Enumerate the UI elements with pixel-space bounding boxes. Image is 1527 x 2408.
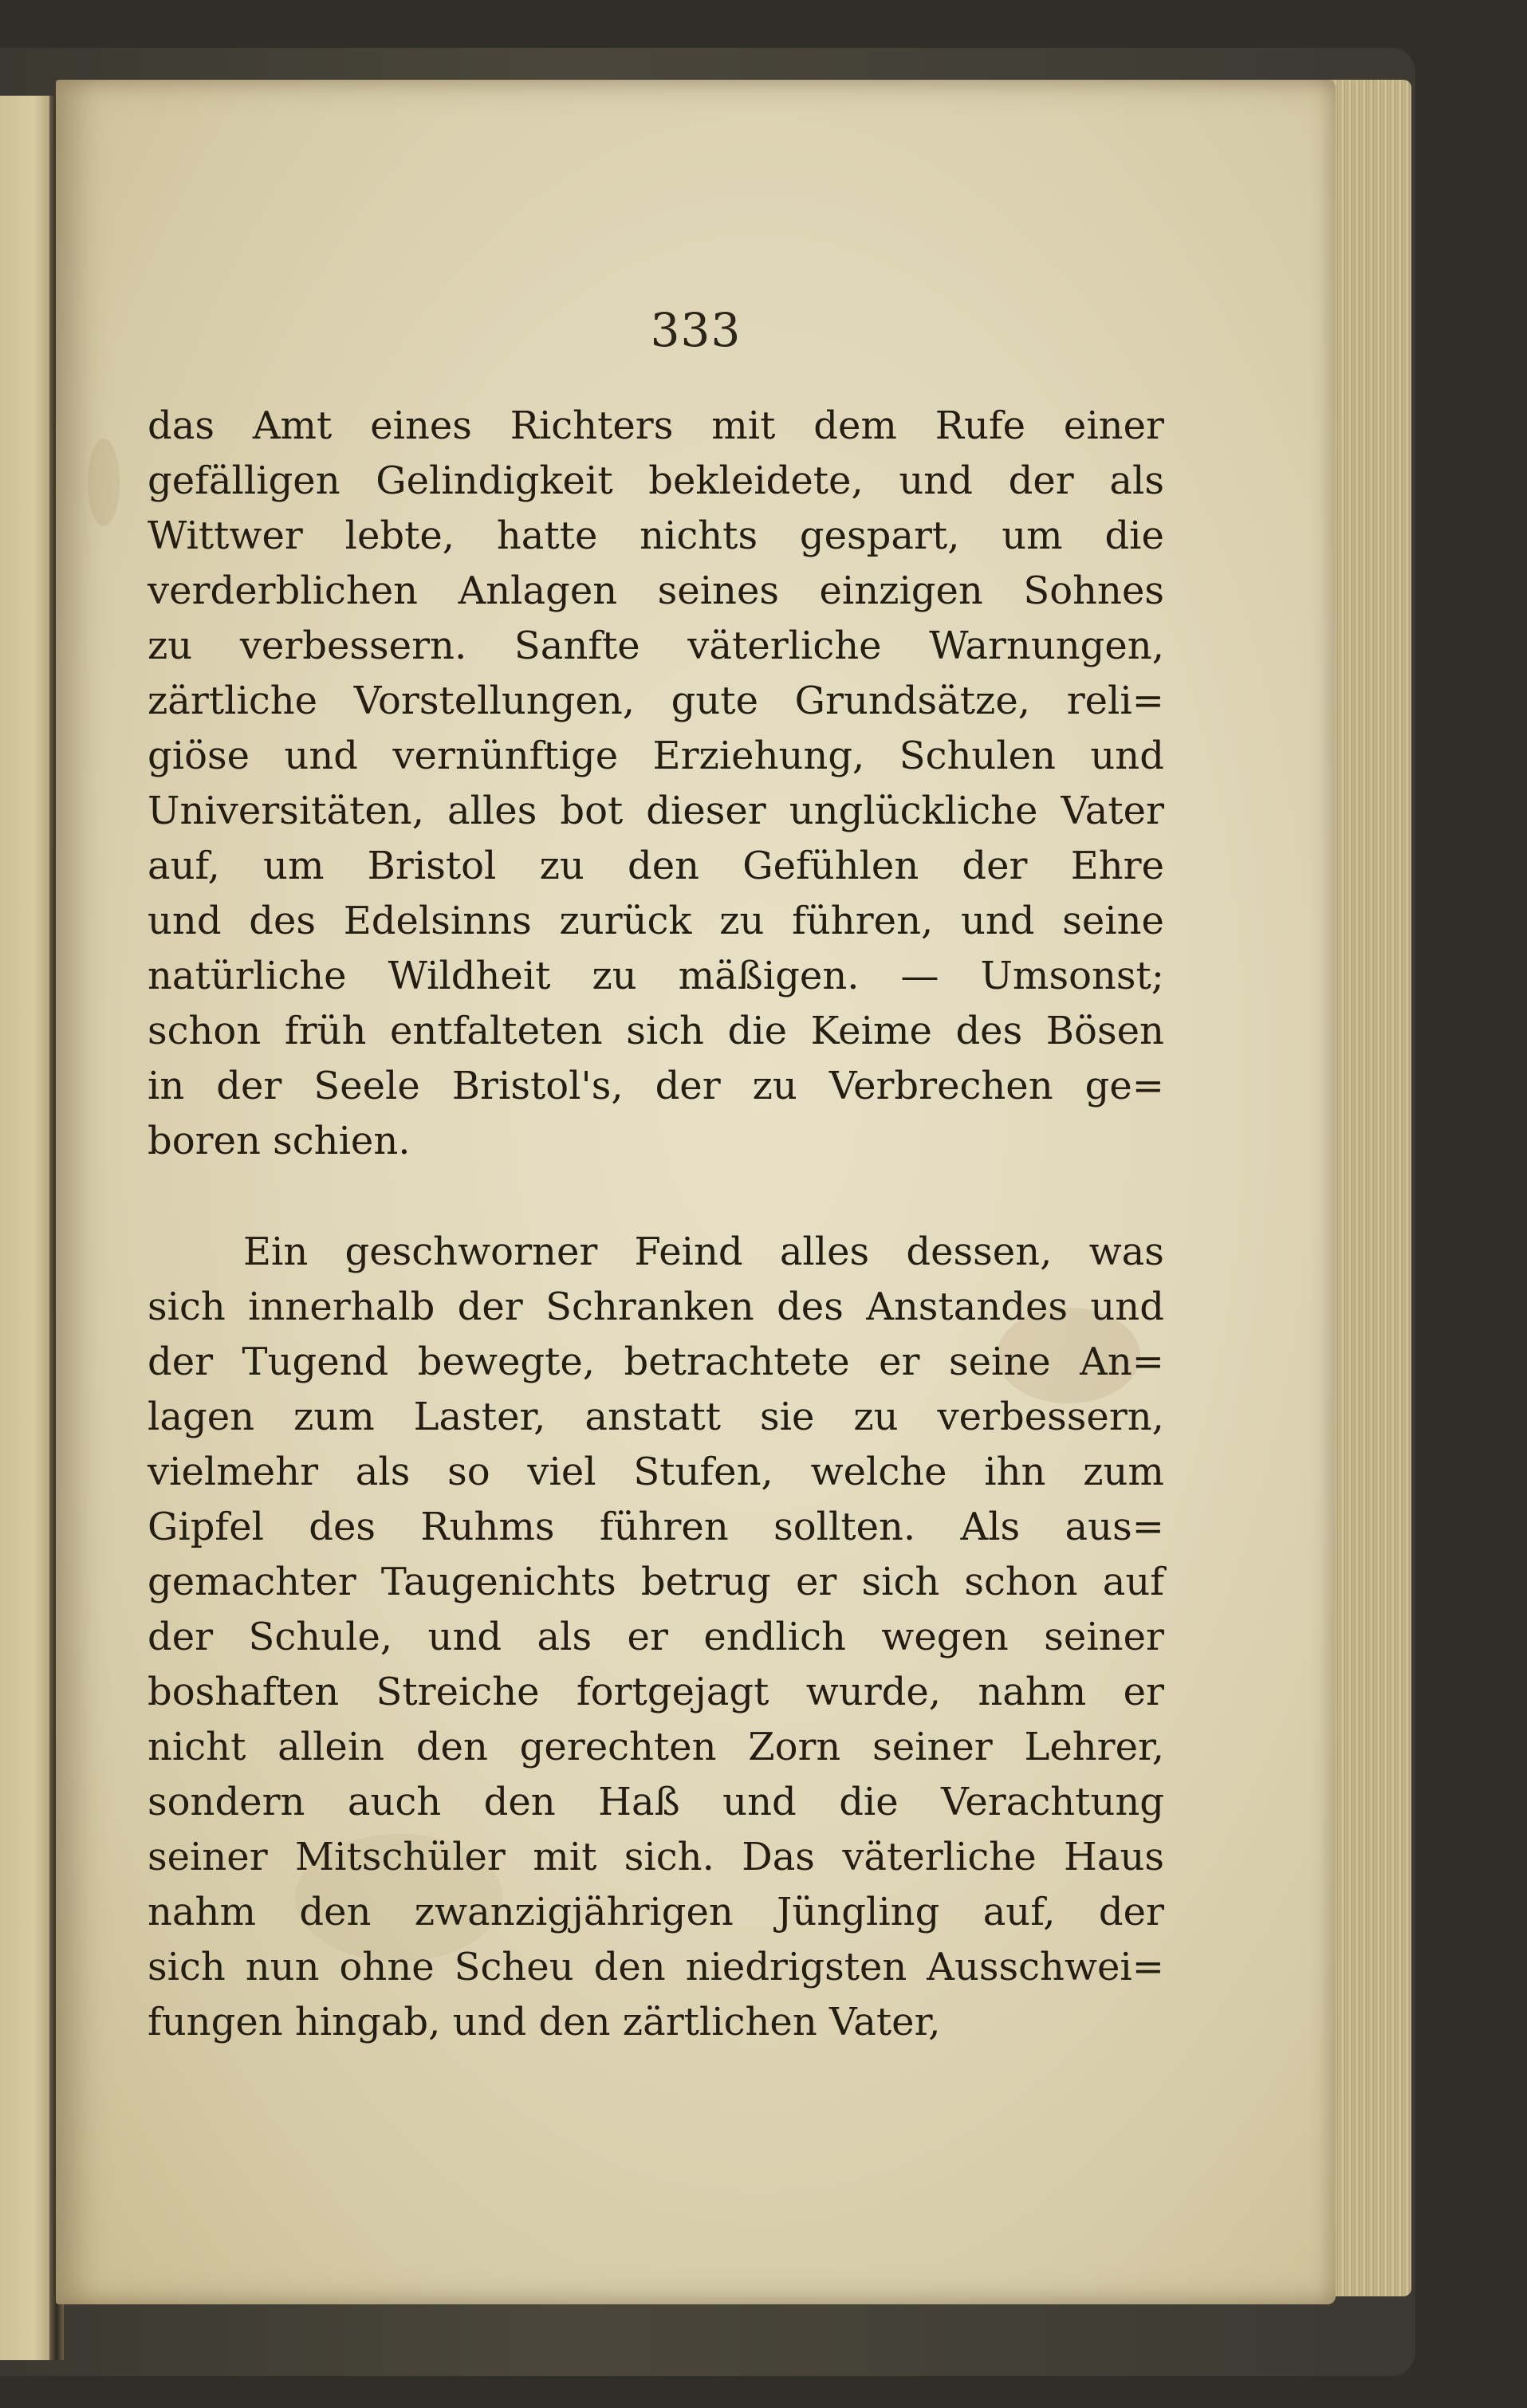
word: gerechten xyxy=(519,1725,717,1769)
word: des xyxy=(249,899,317,943)
word: Verachtung xyxy=(941,1780,1164,1824)
word: den xyxy=(593,1945,666,1989)
word: eines xyxy=(370,403,472,448)
text-line xyxy=(148,619,1164,674)
word: nahm xyxy=(978,1670,1087,1714)
word: und xyxy=(1090,1285,1164,1329)
word: Sanfte xyxy=(514,624,640,668)
word: zum xyxy=(293,1395,375,1439)
text-line xyxy=(148,839,1164,894)
word: der xyxy=(216,1064,282,1108)
word: früh xyxy=(284,1009,367,1053)
word: seiner xyxy=(1044,1615,1164,1659)
word: zu xyxy=(539,844,584,888)
text-line xyxy=(148,1555,1164,1610)
word: Taugenichts xyxy=(380,1560,616,1604)
text-line xyxy=(148,729,1164,784)
word: er xyxy=(1123,1670,1164,1714)
word: Anstandes xyxy=(866,1285,1068,1329)
word: Bösen xyxy=(1045,1009,1164,1053)
word: Schranken xyxy=(545,1285,754,1329)
word: gefälligen xyxy=(148,458,340,503)
word: sich xyxy=(148,1285,226,1329)
word: welche xyxy=(810,1450,947,1494)
word: mit xyxy=(711,403,776,448)
word: um xyxy=(263,844,325,888)
previous-page-edge xyxy=(0,96,56,2360)
word: Feind xyxy=(634,1230,743,1274)
word: der xyxy=(1008,458,1074,503)
word: einzigen xyxy=(819,569,983,613)
word: nun xyxy=(245,1945,320,1989)
word: zu xyxy=(752,1064,797,1108)
text-line xyxy=(148,454,1164,509)
word: bewegte, xyxy=(417,1340,596,1384)
word: und xyxy=(899,458,973,503)
word: nichts xyxy=(640,513,758,558)
word: zum xyxy=(1083,1450,1164,1494)
text-line xyxy=(148,1940,1164,1995)
word: gute xyxy=(671,679,758,723)
word: ihn xyxy=(984,1450,1046,1494)
word: führen xyxy=(599,1505,729,1549)
word: vielmehr xyxy=(148,1450,319,1494)
text-line xyxy=(148,1610,1164,1665)
word: der xyxy=(962,844,1028,888)
word: er xyxy=(627,1615,668,1659)
word: wegen xyxy=(881,1615,1009,1659)
word: der xyxy=(655,1064,721,1108)
word: Edelsinns xyxy=(343,899,532,943)
word: verderblichen xyxy=(148,569,419,613)
word: Bristol xyxy=(367,844,497,888)
word: aus= xyxy=(1065,1505,1164,1549)
word: Keime xyxy=(810,1009,932,1053)
word: gemachter xyxy=(148,1560,356,1604)
word: zwanzigjährigen xyxy=(414,1890,734,1934)
text-line xyxy=(148,1830,1164,1885)
word: ohne xyxy=(339,1945,435,1989)
word: seine xyxy=(948,1340,1051,1384)
word: niedrigsten xyxy=(685,1945,907,1989)
word: führen, xyxy=(792,899,934,943)
word: lagen xyxy=(148,1395,255,1439)
word: nicht xyxy=(148,1725,246,1769)
word: hatte xyxy=(496,513,598,558)
word: Stufen, xyxy=(633,1450,773,1494)
word: schon xyxy=(148,1009,262,1053)
word: den xyxy=(627,844,700,888)
word: Als xyxy=(960,1505,1021,1549)
word: alles xyxy=(779,1230,870,1274)
word: Anlagen xyxy=(458,569,618,613)
word: nahm xyxy=(148,1890,256,1934)
book-page xyxy=(56,80,1336,2304)
word: einer xyxy=(1063,403,1164,448)
word: boshaften xyxy=(148,1670,340,1714)
word: Gefühlen xyxy=(742,844,919,888)
word: Sohnes xyxy=(1023,569,1164,613)
text-line xyxy=(148,1665,1164,1720)
text-line xyxy=(148,894,1164,949)
word: geschworner xyxy=(344,1230,598,1274)
word: zu xyxy=(853,1395,899,1439)
word: dem xyxy=(813,403,897,448)
word: Gelindigkeit xyxy=(376,458,613,503)
word: An= xyxy=(1080,1340,1164,1384)
text-line xyxy=(148,1335,1164,1390)
word: Grundsätze, xyxy=(794,679,1031,723)
word: die xyxy=(1104,513,1164,558)
paragraph-gap xyxy=(148,1169,1164,1225)
word: bot xyxy=(560,789,624,833)
word: Lehrer, xyxy=(1024,1725,1164,1769)
word: Tugend xyxy=(242,1340,389,1384)
word: er xyxy=(879,1340,920,1384)
word: die xyxy=(839,1780,899,1824)
text-line xyxy=(148,1004,1164,1059)
word: dieser xyxy=(646,789,766,833)
word: auch xyxy=(347,1780,442,1824)
word: Wittwer xyxy=(148,513,303,558)
word: Seele xyxy=(313,1064,420,1108)
word: Scheu xyxy=(454,1945,574,1989)
word: schon xyxy=(964,1560,1078,1604)
word: zu xyxy=(719,899,765,943)
word: in xyxy=(148,1064,185,1108)
word: wurde, xyxy=(805,1670,942,1714)
word: der xyxy=(148,1615,214,1659)
word: so xyxy=(447,1450,490,1494)
text-line xyxy=(148,1500,1164,1555)
word: Mitschüler xyxy=(295,1835,506,1879)
word: Amt xyxy=(252,403,333,448)
word: betrachtete xyxy=(624,1340,850,1384)
word: mit xyxy=(533,1835,597,1879)
word: als xyxy=(1109,458,1164,503)
word: und xyxy=(722,1780,797,1824)
word: auf, xyxy=(148,844,220,888)
word: sich. xyxy=(624,1835,714,1879)
word: Vater xyxy=(1061,789,1164,833)
word: viel xyxy=(527,1450,596,1494)
word: Vorstellungen, xyxy=(353,679,635,723)
text-line xyxy=(148,509,1164,564)
text-line xyxy=(148,1885,1164,1940)
word: und xyxy=(148,899,222,943)
word: Streiche xyxy=(376,1670,540,1714)
word: sich xyxy=(148,1945,226,1989)
word: zurück xyxy=(559,899,692,943)
text-line xyxy=(148,399,1164,454)
paragraph-2 xyxy=(148,1225,1164,2050)
word: um xyxy=(1002,513,1063,558)
word: Rufe xyxy=(935,403,1026,448)
text-line xyxy=(148,784,1164,839)
word: innerhalb xyxy=(248,1285,435,1329)
word: giöse xyxy=(148,734,250,778)
word: Ein xyxy=(243,1230,309,1274)
word: als xyxy=(355,1450,411,1494)
word: seine xyxy=(1062,899,1164,943)
word: Gipfel xyxy=(148,1505,264,1549)
text-line xyxy=(148,1390,1164,1445)
word: zu xyxy=(148,624,193,668)
word: Haß xyxy=(598,1780,680,1824)
word: Jüngling xyxy=(777,1890,940,1934)
word: seiner xyxy=(872,1725,993,1769)
paper-stain xyxy=(88,439,120,526)
word: lebte, xyxy=(344,513,455,558)
text-line-content: boren schien. xyxy=(148,1119,411,1163)
word: den xyxy=(415,1725,488,1769)
word: des xyxy=(955,1009,1023,1053)
word: vernünftige xyxy=(392,734,619,778)
word: verbessern. xyxy=(239,624,467,668)
word: unglückliche xyxy=(789,789,1038,833)
paragraph-1 xyxy=(148,399,1164,1169)
word: mäßigen. xyxy=(678,954,860,998)
word: allein xyxy=(277,1725,385,1769)
word: Verbrechen xyxy=(828,1064,1053,1108)
word: die xyxy=(727,1009,788,1053)
word: der xyxy=(148,1340,214,1384)
word: Zorn xyxy=(748,1725,841,1769)
word: väterliche xyxy=(842,1835,1037,1879)
word: der xyxy=(457,1285,523,1329)
word: — xyxy=(900,954,939,998)
text-line xyxy=(148,1720,1164,1775)
word: Richters xyxy=(510,403,674,448)
word: Schulen xyxy=(899,734,1056,778)
word: bekleidete, xyxy=(648,458,864,503)
word: sich xyxy=(861,1560,940,1604)
word: und xyxy=(960,899,1035,943)
word: Wildheit xyxy=(388,954,551,998)
word: entfalteten xyxy=(389,1009,603,1053)
word: was xyxy=(1088,1230,1164,1274)
word: anstatt xyxy=(584,1395,722,1439)
word: das xyxy=(148,403,214,448)
word: sollten. xyxy=(773,1505,916,1549)
word: endlich xyxy=(703,1615,846,1659)
text-line xyxy=(148,1280,1164,1335)
word: ge= xyxy=(1084,1064,1164,1108)
text-line xyxy=(148,1225,1164,1280)
word: fortgejagt xyxy=(576,1670,769,1714)
word: sondern xyxy=(148,1780,305,1824)
word: verbessern, xyxy=(937,1395,1164,1439)
word: Ausschwei= xyxy=(927,1945,1164,1989)
word: und xyxy=(427,1615,502,1659)
word: zärtliche xyxy=(148,679,318,723)
text-line-content: fungen hingab, und den zärtlichen Vater, xyxy=(148,2000,941,2044)
word: sie xyxy=(760,1395,815,1439)
word: reli= xyxy=(1066,679,1164,723)
word: gespart, xyxy=(799,513,960,558)
text-line xyxy=(148,1775,1164,1830)
word: auf, xyxy=(982,1890,1056,1934)
word: seines xyxy=(657,569,779,613)
word: zu xyxy=(592,954,637,998)
word: den xyxy=(483,1780,556,1824)
word: sich xyxy=(626,1009,704,1053)
word: Warnungen, xyxy=(929,624,1164,668)
text-line xyxy=(148,949,1164,1004)
word: seiner xyxy=(148,1835,268,1879)
word: Schule, xyxy=(248,1615,393,1659)
word: des xyxy=(309,1505,376,1549)
word: der xyxy=(1098,1890,1164,1934)
text-line xyxy=(148,564,1164,619)
word: natürliche xyxy=(148,954,347,998)
word: auf xyxy=(1102,1560,1164,1604)
text-line xyxy=(148,1995,1164,2050)
text-line xyxy=(148,1059,1164,1114)
word: Umsonst; xyxy=(980,954,1164,998)
page-number: 333 xyxy=(650,303,742,357)
word: Haus xyxy=(1063,1835,1164,1879)
word: er xyxy=(795,1560,837,1604)
word: betrug xyxy=(640,1560,771,1604)
word: Universitäten, xyxy=(148,789,424,833)
word: des xyxy=(777,1285,844,1329)
word: Ehre xyxy=(1070,844,1164,888)
word: Erziehung, xyxy=(652,734,865,778)
text-line xyxy=(148,1445,1164,1500)
word: Bristol's, xyxy=(451,1064,624,1108)
word: alles xyxy=(447,789,537,833)
word: Ruhms xyxy=(420,1505,555,1549)
text-line xyxy=(148,674,1164,729)
text-line xyxy=(148,1114,1164,1169)
word: und xyxy=(284,734,358,778)
word: den xyxy=(299,1890,372,1934)
word: Das xyxy=(742,1835,815,1879)
page-edges-stack xyxy=(1324,80,1411,2296)
word: Laster, xyxy=(413,1395,546,1439)
word: väterliche xyxy=(687,624,882,668)
word: als xyxy=(537,1615,592,1659)
word: und xyxy=(1090,734,1164,778)
body-text xyxy=(148,399,1164,2050)
word: dessen, xyxy=(906,1230,1053,1274)
